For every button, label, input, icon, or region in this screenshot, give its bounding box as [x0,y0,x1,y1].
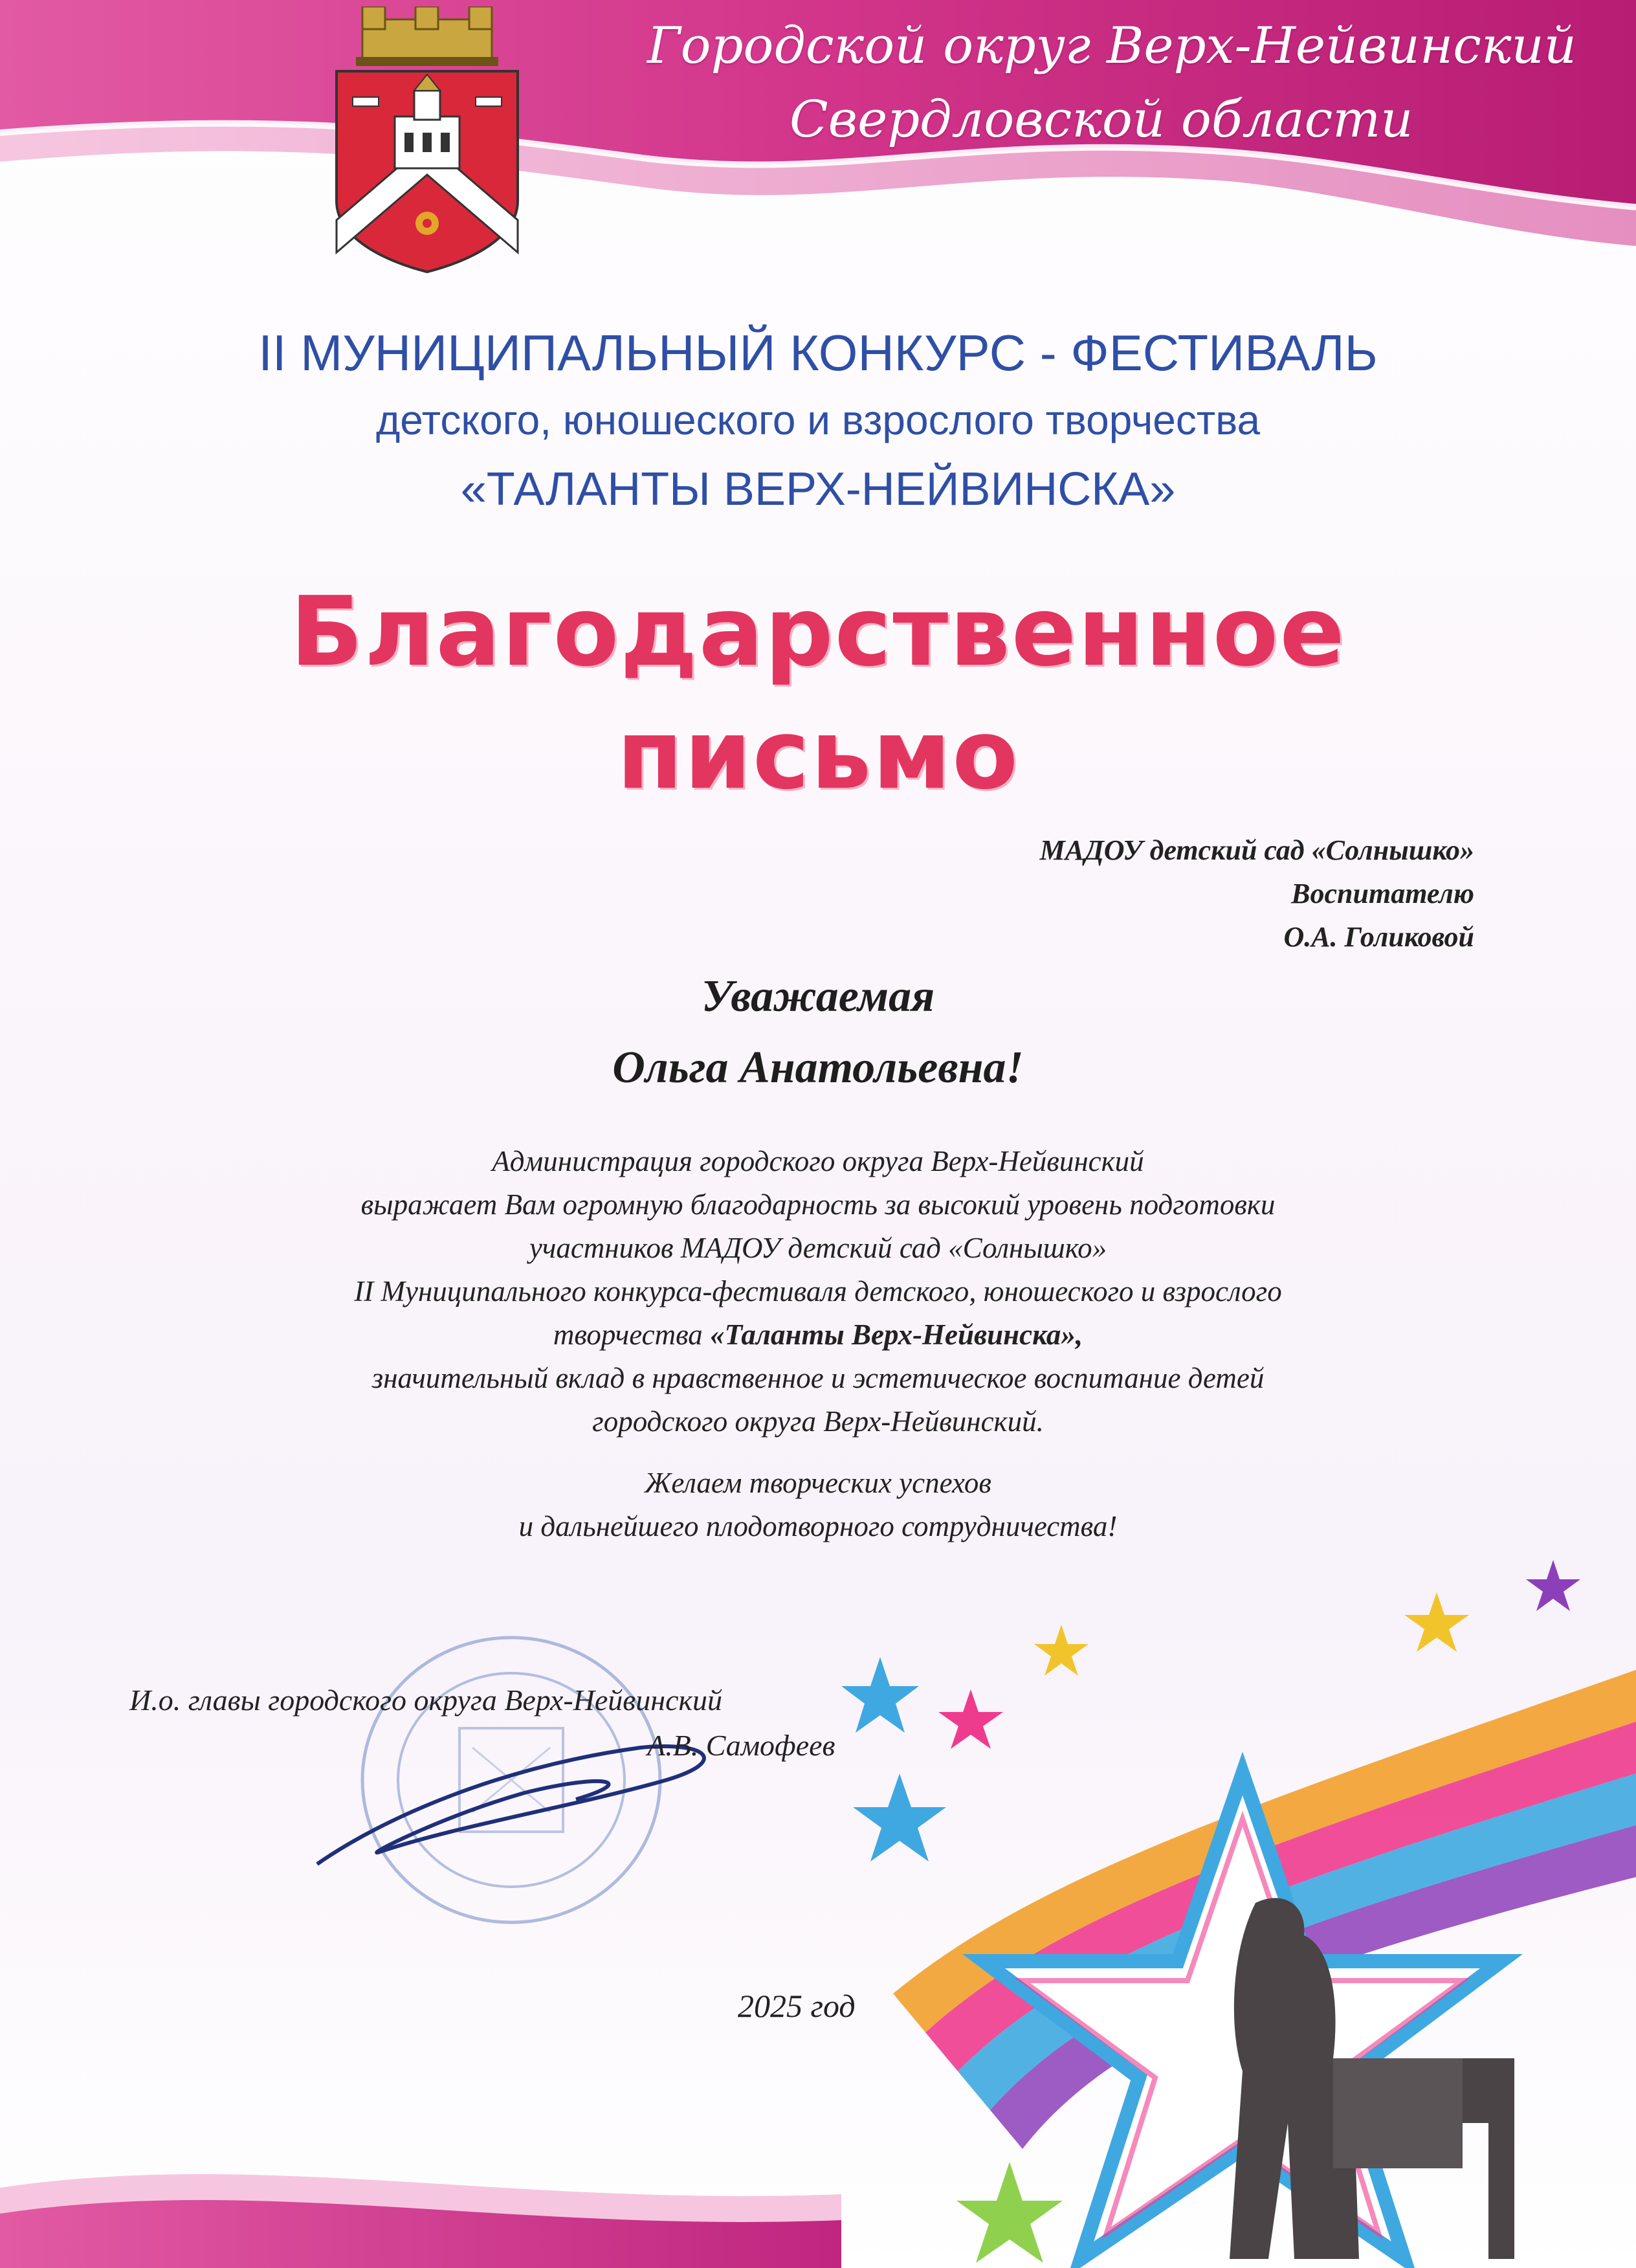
document-title-second-line: письмо [617,699,1019,810]
document-title: Благодарственное [290,576,1346,687]
wishes-line: и дальнейшего плодотворного сотрудничества! [518,1510,1118,1542]
body-line: городского округа Верх-Нейвинский. [592,1405,1044,1438]
event-title: II МУНИЦИПАЛЬНЫЙ КОНКУРС - ФЕСТИВАЛЬ [258,324,1378,381]
wishes-line: Желаем творческих успехов [645,1467,991,1499]
recipient-name: О.А. Голиковой [1283,921,1474,953]
body-line: II Муниципального конкурса-фестиваля детского, юношеского и взрослого [354,1275,1282,1307]
greeting-salutation: Уважаемая [701,972,935,1021]
body-line [0,1318,1636,1351]
year: 2025 год [738,1988,856,2024]
body-line: участников МАДОУ детский сад «Солнышко» [529,1232,1107,1264]
body-line: выражает Вам огромную благодарность за высокий уровень подготовки [360,1188,1276,1221]
event-name: «ТАЛАНТЫ ВЕРХ-НЕЙВИНСКА» [460,463,1176,515]
greeting-name: Ольга Анатольевна! [612,1043,1024,1093]
signatory-position: И.о. главы городского округа Верх-Нейвинский [129,1684,723,1717]
recipient-organization: МАДОУ детский сад «Солнышко» [1039,834,1474,866]
event-subtitle: детского, юношеского и взрослого творчества [375,397,1261,443]
header-region: Свердловской области [790,91,1413,149]
signatory-name: А.В. Самофеев [647,1729,835,1762]
recipient-role: Воспитателю [1291,878,1474,909]
coat-of-arms-emblem [324,6,531,278]
body-line: значительный вклад в нравственное и эстетическое воспитание детей [371,1362,1265,1394]
footer-band [0,2136,1636,2268]
body-text: творчества [553,1318,711,1351]
festival-name-bold: «Таланты Верх-Нейвинска», [710,1318,1083,1351]
body-line: Администрация городского округа Верх-Нейвинский [492,1145,1144,1177]
header-municipality: Городской округ Верх-Нейвинский [647,17,1577,75]
